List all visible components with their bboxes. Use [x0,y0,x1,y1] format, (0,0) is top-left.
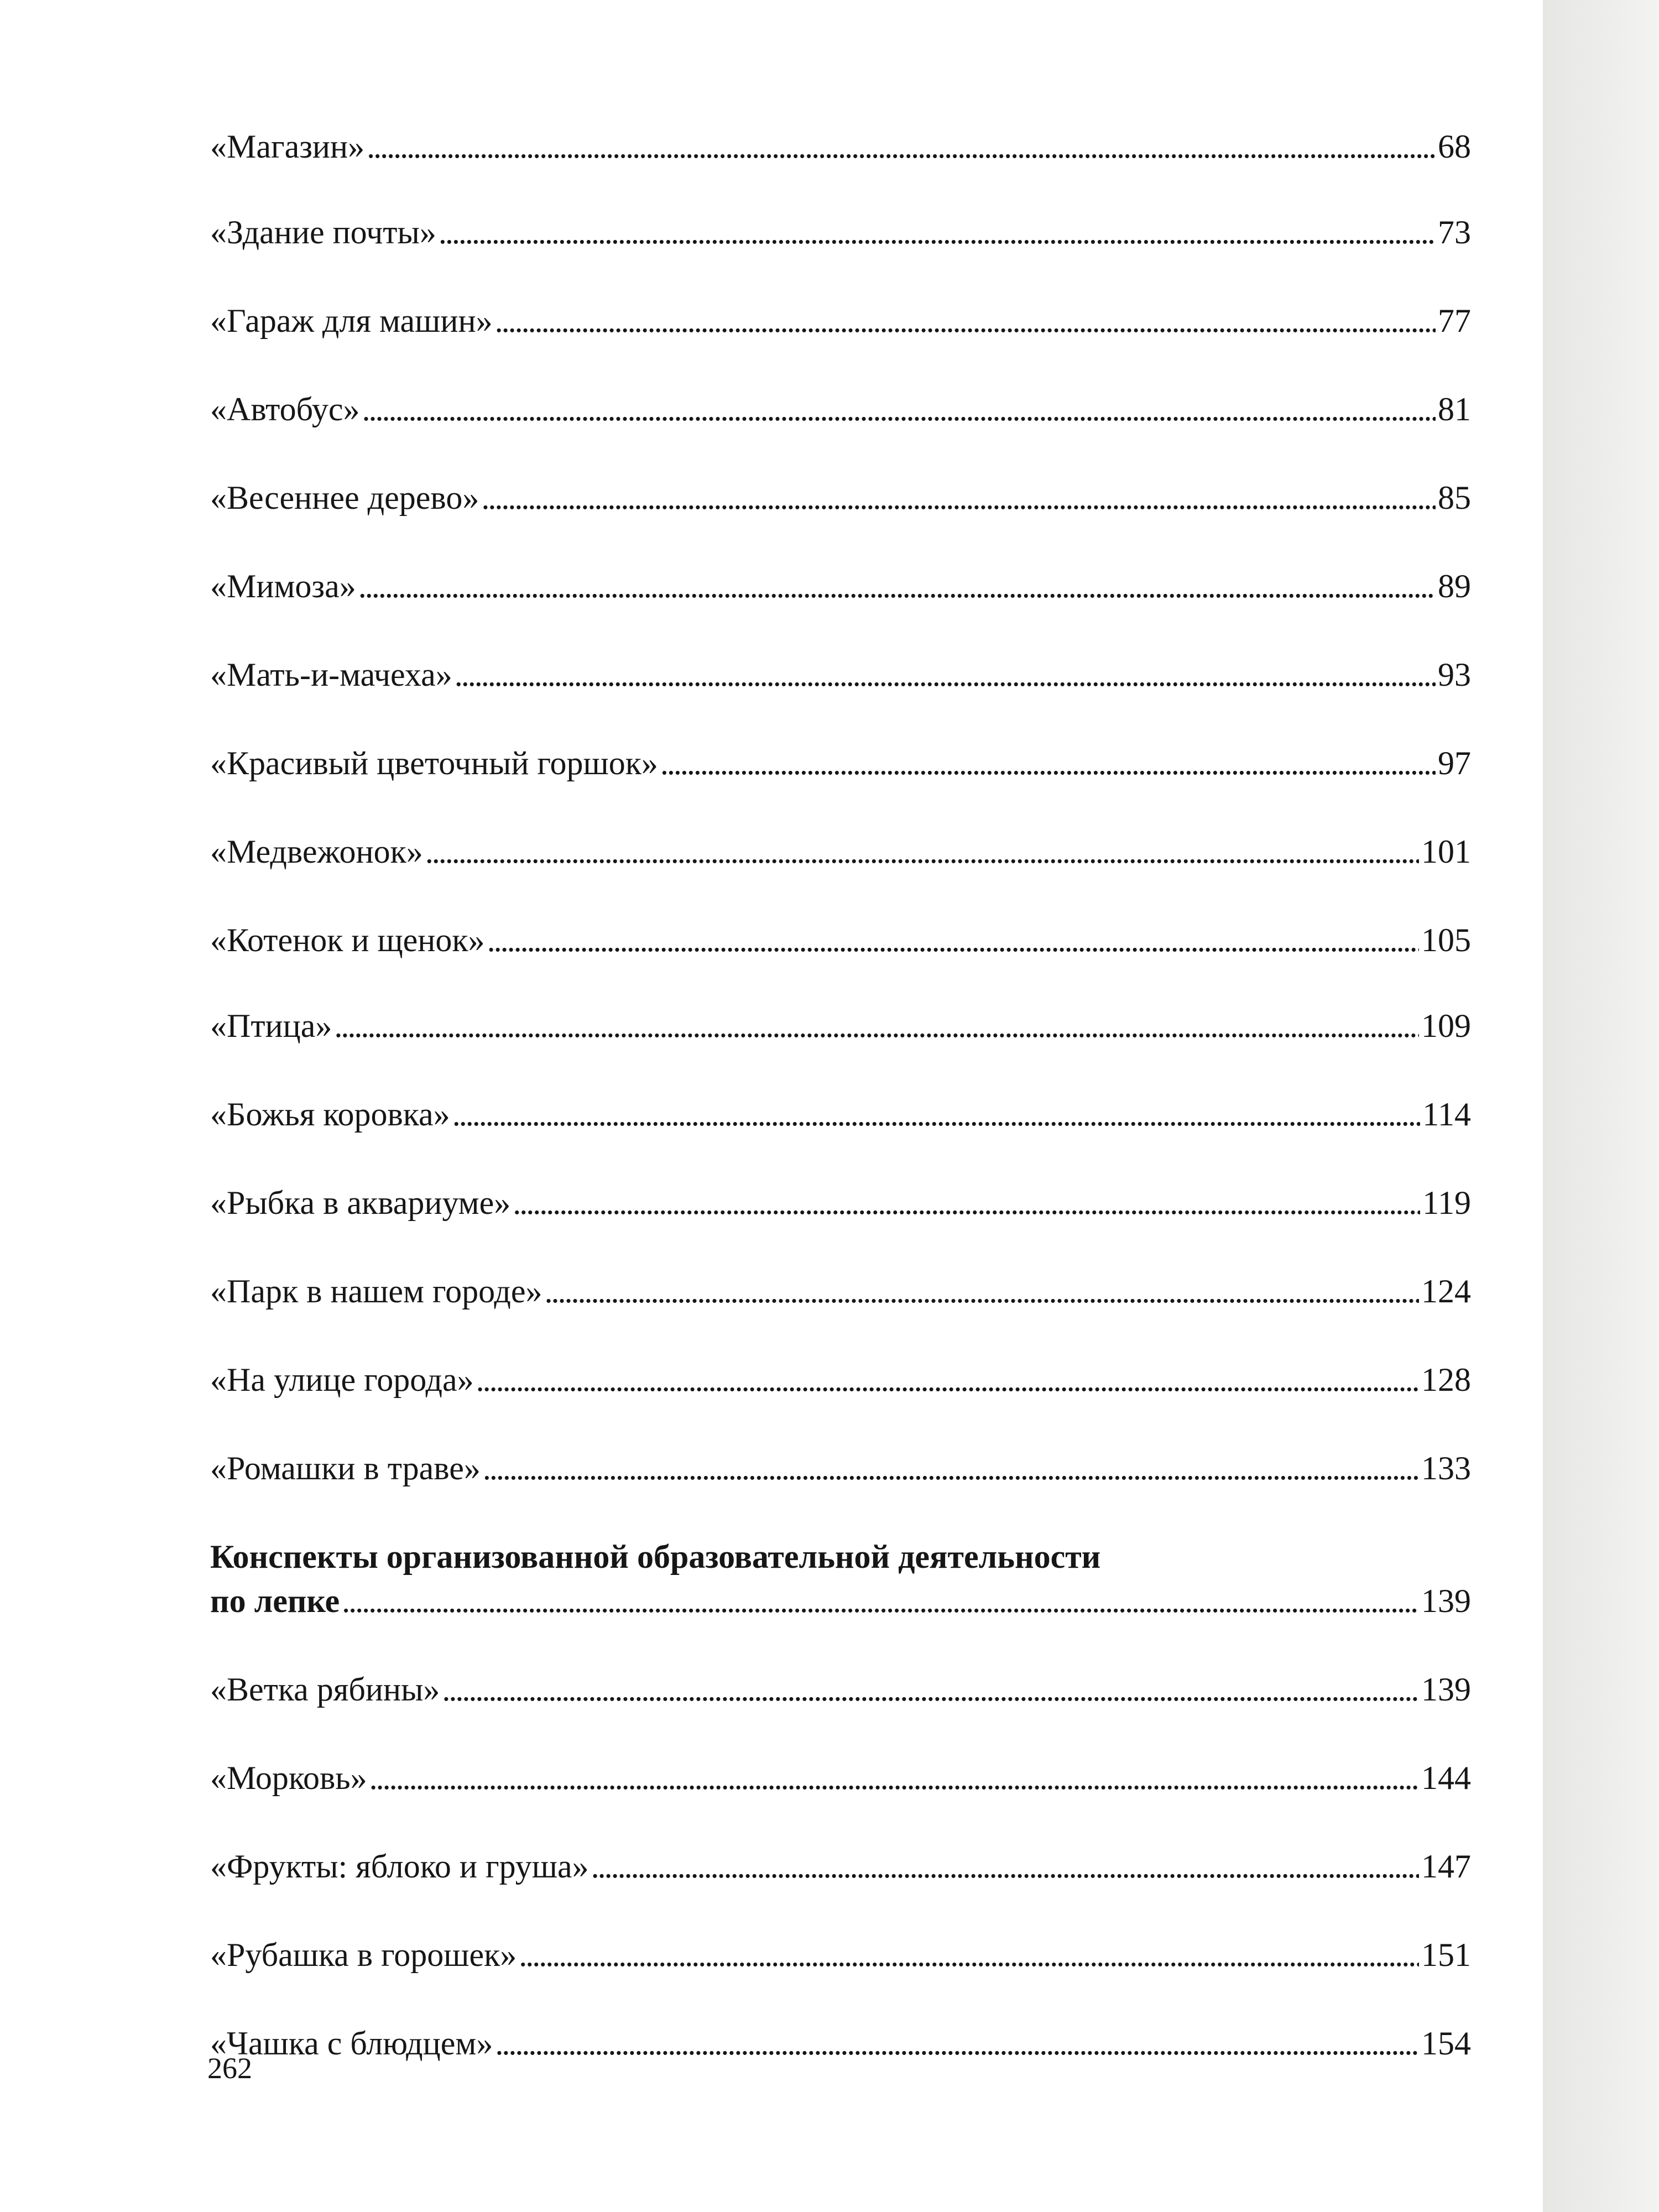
toc-entry-title: «Парк в нашем городе» [210,1273,542,1310]
toc-leader [481,476,1436,520]
toc-entry-page: 139 [1421,1671,1471,1708]
toc-entry [210,830,1471,874]
toc-leader [513,1181,1420,1225]
toc-entry-page: 151 [1421,1937,1471,1973]
toc-entry-page: 119 [1422,1185,1471,1221]
section-heading-entry [210,1579,1471,1623]
toc-leader [334,1004,1419,1048]
page-number: 262 [207,2052,252,2085]
toc-entry [210,1446,1471,1490]
toc-entry [210,1358,1471,1402]
toc-entry-title: «Медвежонок» [210,833,423,870]
toc-entry [210,2021,1471,2065]
toc-entry-title: «Котенок и щенок» [210,922,485,958]
toc-entry [210,1004,1471,1048]
toc-leader [367,124,1436,169]
toc-leader [487,918,1419,962]
toc-entry-page: 81 [1438,391,1471,427]
toc-entry-title: «Ветка рябины» [210,1671,440,1708]
toc-entry-page: 128 [1421,1361,1471,1398]
section-heading-title: по лепке [210,1583,340,1619]
toc-entry [210,476,1471,520]
section-heading: Конспекты организованной образовательной деятельности [210,1538,1101,1575]
toc-entry-title: «Морковь» [210,1760,367,1796]
toc-entry-title: «Птица» [210,1008,332,1044]
toc-entry-page: 97 [1438,745,1471,781]
toc-entry-page: 85 [1438,479,1471,516]
toc-leader [455,653,1436,697]
toc-entry-title: «Фрукты: яблоко и груша» [210,1848,589,1885]
toc-leader [342,1579,1419,1623]
toc-entry [210,1756,1471,1800]
toc-entry-page: 105 [1421,922,1471,958]
toc-leader [442,1667,1419,1712]
toc-entry [210,918,1471,962]
toc-entry-title: «Мимоза» [210,568,356,604]
toc-entry-page: 89 [1438,568,1471,604]
toc-entry-title: «Рубашка в горошек» [210,1937,517,1973]
toc-leader [452,1092,1421,1136]
section-heading-page: 139 [1421,1583,1471,1619]
toc-entry-title: «Божья коровка» [210,1096,450,1133]
toc-entry-page: 114 [1422,1096,1471,1133]
toc-entry-page: 133 [1421,1450,1471,1486]
toc-entry-title: «Красивый цветочный горшок» [210,745,658,781]
toc-entry [210,1667,1471,1712]
toc-entry-title: «Чашка с блюдцем» [210,2025,493,2062]
toc-leader [358,564,1436,608]
toc-entry [210,299,1471,343]
toc-entry [210,387,1471,431]
toc-entry [210,1933,1471,1977]
toc-entry [210,1092,1471,1136]
toc-entry [210,1844,1471,1888]
toc-entry [210,1181,1471,1225]
toc-leader [369,1756,1419,1800]
toc-leader [519,1933,1419,1977]
toc-entry-page: 68 [1438,128,1471,165]
toc-leader [495,299,1436,343]
toc-entry-title: «Гараж для машин» [210,302,493,339]
toc-leader [483,1446,1419,1490]
toc-entry-page: 109 [1421,1008,1471,1044]
toc-entry [210,124,1471,169]
toc-leader [495,2021,1419,2065]
toc-entry-page: 147 [1421,1848,1471,1885]
toc-leader [476,1358,1419,1402]
toc-entry [210,1269,1471,1313]
toc-leader [660,741,1436,785]
toc-entry-title: «Весеннее дерево» [210,479,479,516]
toc-entry [210,564,1471,608]
toc-entry [210,210,1471,254]
toc-entry-page: 77 [1438,302,1471,339]
toc-entry-page: 144 [1421,1760,1471,1796]
toc-entry-title: «Автобус» [210,391,360,427]
toc-leader [362,387,1436,431]
toc-entry-title: «Мать-и-мачеха» [210,656,452,693]
toc-entry-title: «Ромашки в траве» [210,1450,481,1486]
toc-entry-title: «Магазин» [210,128,365,165]
toc-entry-page: 73 [1438,214,1471,251]
toc-leader [545,1269,1419,1313]
toc-leader [591,1844,1419,1888]
toc-entry-title: «Рыбка в аквариуме» [210,1185,511,1221]
toc-entry-title: «На улице города» [210,1361,474,1398]
toc-entry [210,653,1471,697]
toc-entry-page: 124 [1421,1273,1471,1310]
toc-entry-page: 101 [1421,833,1471,870]
toc-entry-page: 93 [1438,656,1471,693]
page-edge [1543,0,1659,2212]
toc-leader [439,210,1436,254]
toc-entry-page: 154 [1421,2025,1471,2062]
toc-entry-title: «Здание почты» [210,214,436,251]
toc-entry [210,741,1471,785]
table-of-contents [210,0,1471,2212]
toc-leader [425,830,1419,874]
